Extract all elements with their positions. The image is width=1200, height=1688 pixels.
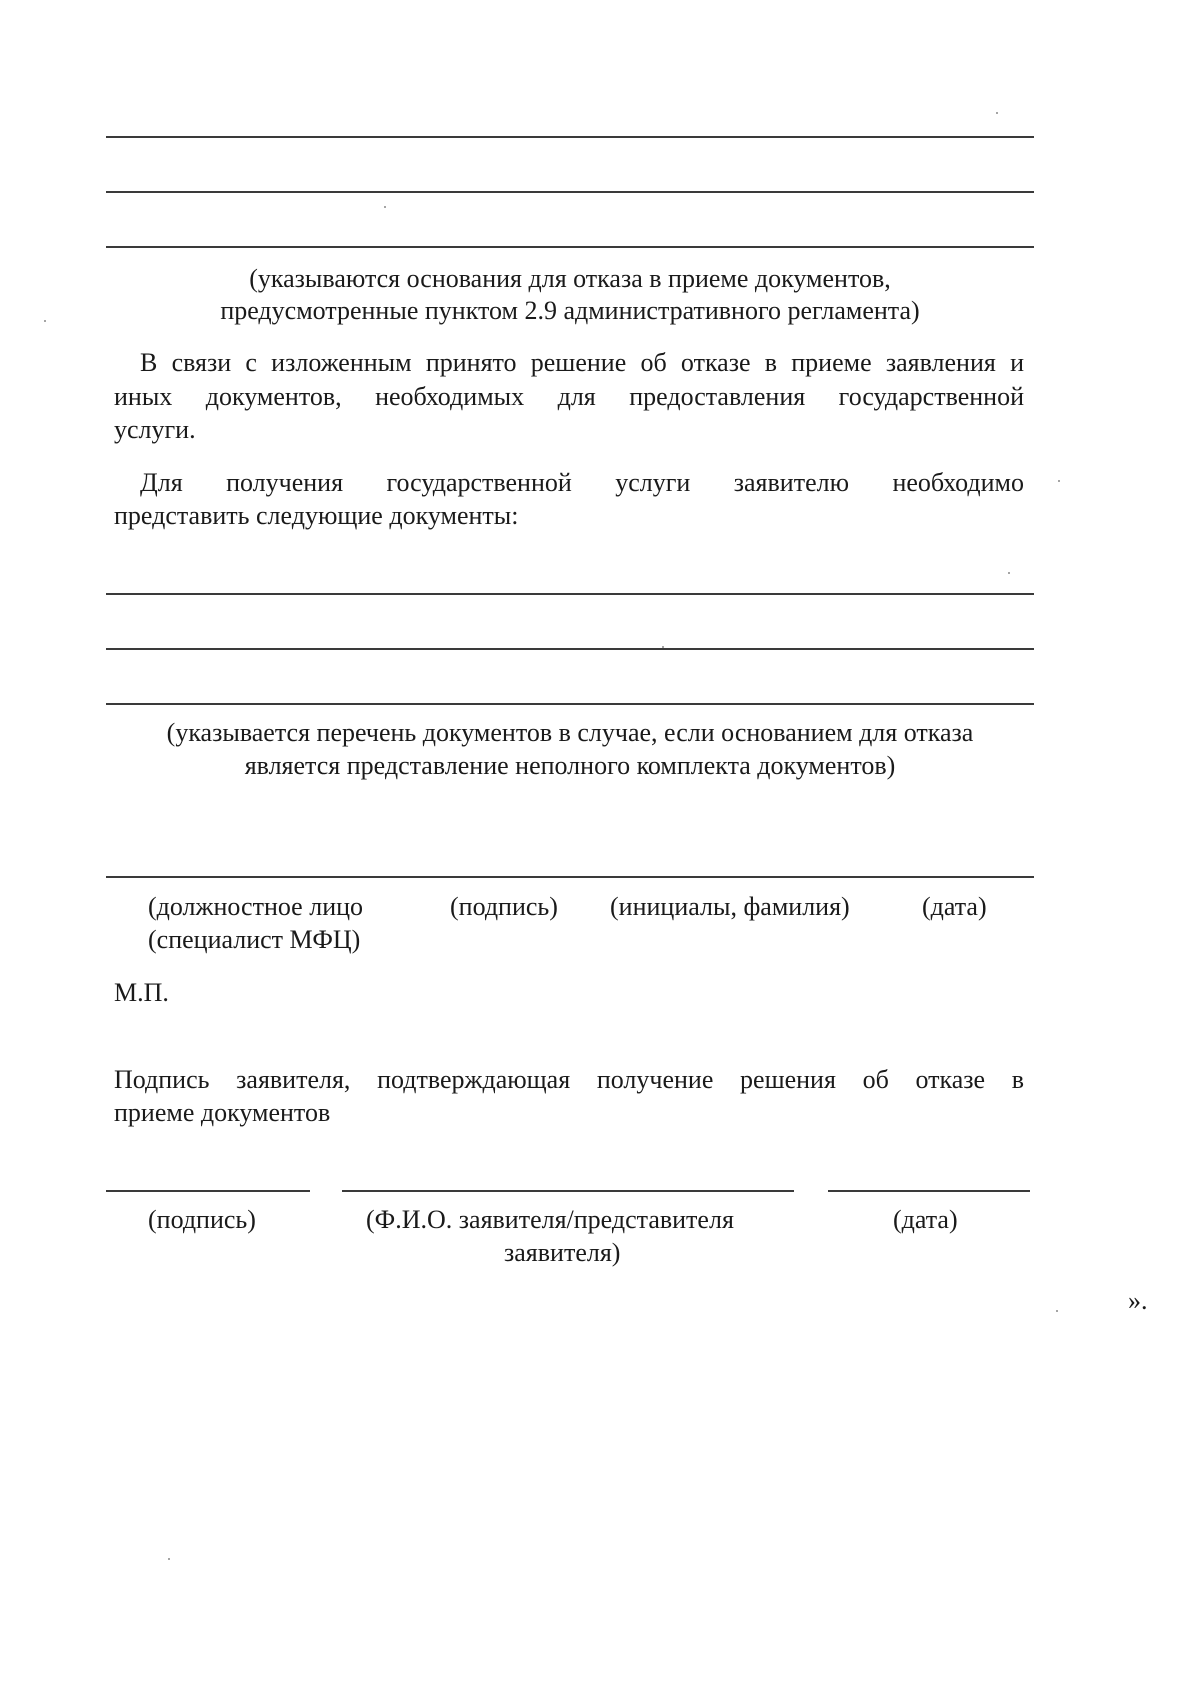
scan-speck: [1058, 480, 1060, 482]
decision-line-3: услуги.: [114, 415, 196, 444]
closing-quote: ».: [1128, 1286, 1148, 1315]
applicant-confirm-line-2: приеме документов: [114, 1098, 331, 1127]
scan-speck: [168, 1558, 170, 1560]
stamp-label: М.П.: [114, 978, 169, 1007]
decision-line-2: иных документов, необходимых для предоставления государственной: [114, 382, 1024, 411]
required-docs-line-2: представить следующие документы:: [114, 501, 519, 530]
official-position-line-1: (должностное лицо: [148, 892, 364, 921]
docs-caption-line-2: является представление неполного комплекта документов): [244, 751, 896, 780]
docs-blank-line-2: [106, 648, 1034, 650]
scan-speck: [996, 112, 998, 114]
grounds-blank-line-1: [106, 136, 1034, 138]
applicant-date-line: [828, 1190, 1030, 1192]
applicant-signature-label: (подпись): [148, 1205, 256, 1234]
decision-line-1: В связи с изложенным принято решение об отказе в приеме заявления и: [140, 348, 1024, 377]
applicant-confirm-line-1: Подпись заявителя, подтверждающая получение решения об отказе в: [114, 1065, 1024, 1094]
official-initials-label: (инициалы, фамилия): [610, 892, 850, 921]
official-position-line-2: (специалист МФЦ): [148, 925, 361, 954]
applicant-date-label: (дата): [893, 1205, 958, 1234]
applicant-name-line: [342, 1190, 794, 1192]
docs-blank-line-3: [106, 703, 1034, 705]
applicant-name-label-line-2: заявителя): [504, 1238, 621, 1267]
official-date-label: (дата): [922, 892, 987, 921]
scan-speck: [44, 320, 46, 322]
grounds-caption-line-2: предусмотренные пунктом 2.9 административного регламента): [220, 296, 920, 325]
grounds-blank-line-2: [106, 191, 1034, 193]
scan-speck: [1008, 572, 1010, 574]
grounds-caption-line-1: (указываются основания для отказа в приеме документов,: [249, 264, 891, 293]
applicant-signature-line: [106, 1190, 310, 1192]
required-docs-line-1: Для получения государственной услуги заявителю необходимо: [140, 468, 1024, 497]
official-signature-line: [106, 876, 1034, 878]
docs-blank-line-1: [106, 593, 1034, 595]
grounds-blank-line-3: [106, 246, 1034, 248]
docs-caption-line-1: (указывается перечень документов в случае, если основанием для отказа: [166, 718, 974, 747]
scan-speck: [662, 646, 664, 648]
scan-speck: [384, 206, 386, 208]
applicant-name-label-line-1: (Ф.И.О. заявителя/представителя: [366, 1205, 734, 1234]
scan-speck: [1056, 1310, 1058, 1312]
official-signature-label: (подпись): [450, 892, 558, 921]
